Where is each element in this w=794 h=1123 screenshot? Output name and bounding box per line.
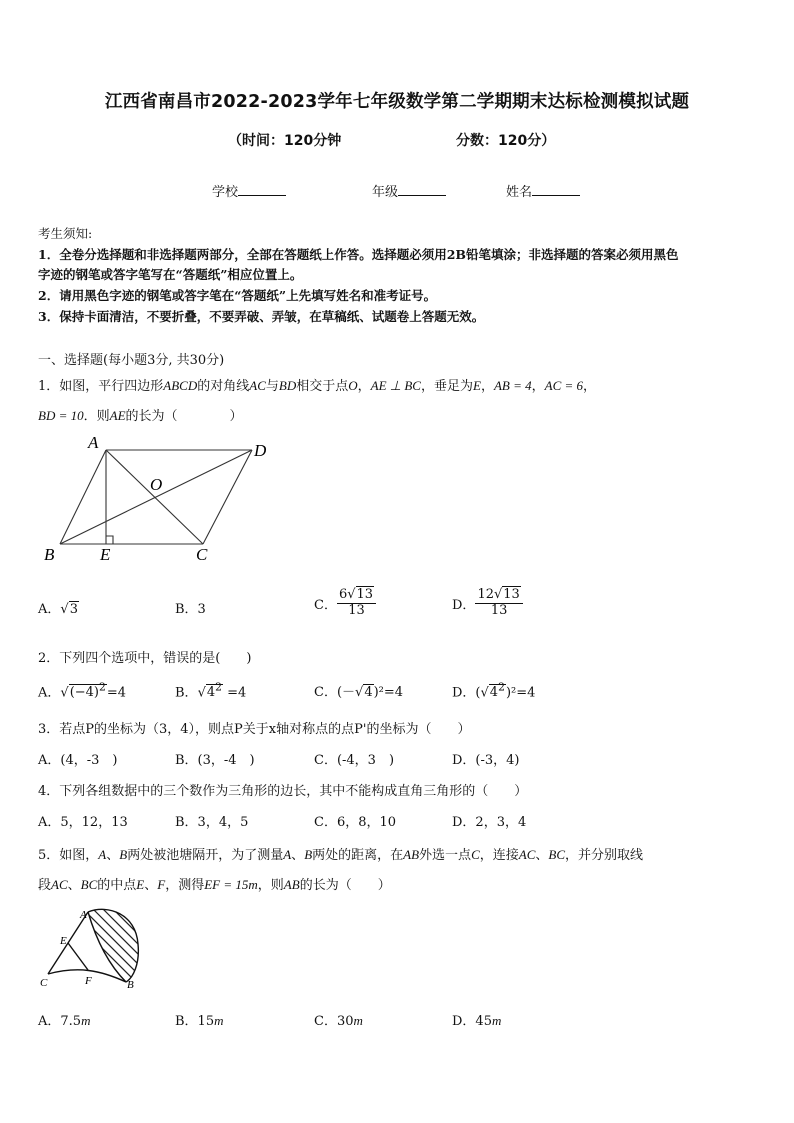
q1-ac6: AC = 6 [544, 378, 584, 393]
q5-b: B [119, 847, 128, 862]
q1-perp: AE ⊥ BC [370, 378, 421, 393]
q3-stem: 3．若点P的坐标为（3，4），则点P关于x轴对称点的点P'的坐标为（ ） [38, 722, 471, 737]
name-field[interactable] [506, 181, 580, 200]
label-e: E [60, 935, 67, 947]
q5-text: 外选一点 [419, 848, 472, 863]
q4-option-b[interactable]: B．3，4，5 [175, 815, 249, 830]
exam-score: 分数：120分） [456, 133, 556, 149]
q4-option-a[interactable]: A．5，12，13 [38, 815, 128, 830]
q2-option-c[interactable]: C．(－√4)²=4 [314, 685, 404, 700]
option-text: C．30 [314, 1014, 354, 1029]
name-label: 姓名 [506, 185, 533, 200]
school-blank[interactable] [238, 183, 286, 196]
q1-ae: AE [109, 408, 126, 423]
label-a: A [80, 909, 87, 921]
grade-field[interactable] [372, 181, 446, 200]
unit: m [491, 1013, 502, 1028]
q2-stem: 2．下列四个选项中，错误的是( ) [38, 651, 252, 666]
option-label: C．(－ [314, 685, 356, 700]
label-c: C [40, 977, 48, 989]
denominator: 13 [490, 602, 508, 618]
radicand: 13 [356, 587, 374, 602]
label-o: O [150, 475, 163, 494]
q5-a: A [98, 847, 107, 862]
q5-ac: AC [518, 847, 536, 862]
note-3: 3．保持卡面清洁，不要折叠，不要弄破、弄皱，在草稿纸、试题卷上答题无效。 [38, 309, 485, 324]
unit: m [353, 1013, 363, 1028]
radicand: 4 [206, 685, 216, 701]
q1-ac: AC [249, 378, 266, 393]
q1-option-d[interactable]: D． $\frac{12√13}{13}$ [452, 588, 523, 619]
diagonal-bd [60, 450, 252, 544]
denominator: 13 [348, 602, 365, 618]
radicand: 3 [69, 602, 78, 617]
q5-text: ，连接 [479, 848, 519, 863]
q5-f: F [157, 877, 166, 892]
label-d: D [254, 441, 267, 460]
q5-ef: EF = 15m [204, 877, 258, 892]
q5-line1 [38, 844, 643, 863]
q5-ab: AB [283, 877, 300, 892]
q2-option-a[interactable]: A．$√(-4)^2=4$ [38, 681, 127, 701]
q5-a: A [283, 847, 292, 862]
q2-option-b[interactable]: B．$√4^2 =4$ [175, 681, 247, 701]
side-cd [203, 450, 252, 544]
grade-label: 年级 [372, 185, 399, 200]
q5-text: 的中点 [97, 878, 137, 893]
grade-blank[interactable] [398, 183, 446, 196]
option-label: A． [38, 602, 61, 617]
option-label: C． [314, 597, 337, 613]
side-ab [60, 450, 106, 544]
q5-text: 、 [291, 848, 305, 863]
q5-option-b[interactable] [175, 1010, 224, 1029]
q5-text: ，则 [257, 878, 284, 893]
q2-option-d[interactable]: D．$(√4^2)^2=4$ [452, 681, 536, 701]
q1-text: ， [480, 379, 494, 394]
q1-text: 相交于点 [296, 379, 349, 394]
notes-heading: 考生须知: [38, 226, 93, 241]
q1-ab: AB = 4 [493, 378, 532, 393]
q1-abcd: ABCD [163, 378, 198, 393]
q5-bc: BC [80, 877, 98, 892]
q1-text: 的对角线 [197, 379, 250, 394]
radicand: (−4) [69, 685, 99, 701]
unit: m [81, 1013, 91, 1028]
note-1b: 字迹的钢笔或答字笔写在“答题纸”相应位置上。 [38, 267, 303, 282]
label-f: F [85, 975, 92, 987]
option-label: D． [452, 597, 476, 613]
q1-text: ， [531, 379, 545, 394]
q1-line2 [38, 405, 243, 424]
q1-figure [40, 432, 280, 568]
label-a: A [88, 433, 99, 452]
q1-option-a[interactable]: A．√3 [38, 602, 78, 617]
q1-text: ， [357, 379, 371, 394]
option-label: D．( [452, 685, 481, 701]
school-label: 学校 [212, 185, 239, 200]
q1-text: 的长为（ ） [125, 409, 243, 424]
q4-option-d[interactable]: D．2，3，4 [452, 815, 527, 830]
q5-e: E [136, 877, 145, 892]
q3-option-d[interactable]: D．(-3，4) [452, 753, 520, 768]
q5-text: 两处的距离，在 [312, 848, 404, 863]
label-e: E [100, 545, 111, 564]
q5-text: 、 [67, 878, 81, 893]
rhs: )²=4 [373, 685, 404, 700]
q1-o: O [348, 378, 358, 393]
page-title: 江西省南昌市2022-2023学年七年级数学第二学期期末达标检测模拟试题 [104, 92, 690, 112]
name-blank[interactable] [532, 183, 580, 196]
option-label: B． [175, 685, 198, 701]
exponent: 2 [498, 681, 505, 694]
q1-text: ， [583, 379, 597, 394]
q5-b: B [304, 847, 313, 862]
q5-line2 [38, 874, 391, 893]
exponent: 2 [215, 681, 223, 694]
q5-text: ，测得 [165, 878, 205, 893]
q1-bd10: BD = 10 [38, 408, 84, 423]
diagonal-ac [106, 450, 203, 544]
q1-option-c[interactable]: C． $\frac{6√13}{13}$ [314, 588, 376, 619]
option-text: D．45 [452, 1014, 492, 1029]
school-field[interactable] [212, 181, 286, 200]
coef: 6 [338, 587, 348, 602]
exponent: 2 [99, 681, 106, 694]
q5-text: ，并分别取线 [565, 848, 644, 863]
right-angle-mark [106, 536, 113, 544]
label-b: B [44, 545, 55, 564]
radicand: 4 [364, 685, 373, 700]
q5-text: 、 [535, 848, 549, 863]
q1-text: 与 [265, 379, 279, 394]
q5-option-d[interactable] [452, 1010, 501, 1029]
exam-time: （时间：120分钟 [228, 133, 342, 149]
rhs: =4 [106, 685, 127, 701]
rhs: =4 [223, 685, 247, 701]
q4-stem: 4．下列各组数据中的三个数作为三角形的边长，其中不能构成直角三角形的（ ） [38, 784, 528, 799]
q5-option-a[interactable] [38, 1010, 90, 1029]
option-text: A．7.5 [38, 1014, 82, 1029]
q5-text: 段 [38, 878, 52, 893]
q1-line1 [38, 375, 596, 394]
q5-bc: BC [548, 847, 566, 862]
coef: 12 [477, 587, 494, 602]
section-title: 一、选择题(每小题3分, 共30分) [38, 353, 225, 368]
q1-e: E [473, 378, 481, 393]
label-b: B [127, 979, 134, 991]
label-c: C [196, 545, 208, 564]
q5-text: 、 [106, 848, 120, 863]
q1-option-b[interactable]: B．3 [175, 602, 206, 617]
q5-text: 5．如图， [38, 848, 99, 863]
q1-text: ．则 [83, 409, 110, 424]
q1-text: 1．如图，平行四边形 [38, 379, 164, 394]
note-1a: 1．全卷分选择题和非选择题两部分，全部在答题纸上作答。选择题必须用2B铅笔填涂；非选择题的答案必须用黑色 [38, 247, 679, 262]
q4-option-c[interactable]: C．6，8，10 [314, 815, 397, 830]
q5-text: 、 [144, 878, 158, 893]
q5-figure [38, 904, 148, 992]
option-text: B．15 [175, 1014, 215, 1029]
q5-text: 两处被池塘隔开，为了测量 [127, 848, 284, 863]
q5-ab: AB [403, 847, 420, 862]
q5-ac: AC [51, 877, 68, 892]
q3-option-c[interactable]: C．(-4，3 ) [314, 753, 395, 768]
segment-ef [68, 943, 88, 970]
q5-text: 的长为（ ） [299, 878, 391, 893]
q1-bd: BD [278, 378, 297, 393]
q5-c: C [471, 847, 480, 862]
q1-text: ，垂足为 [420, 379, 473, 394]
note-2: 2．请用黑色字迹的钢笔或答字笔在“答题纸”上先填写姓名和准考证号。 [38, 288, 437, 303]
q3-option-b[interactable]: B．(3，-4 ) [175, 753, 255, 768]
q3-option-a[interactable]: A．(4，-3 ) [38, 753, 118, 768]
unit: m [214, 1013, 224, 1028]
rhs: )²=4 [505, 685, 536, 701]
radicand: 13 [503, 587, 520, 602]
option-label: A． [38, 685, 61, 701]
q5-option-c[interactable] [314, 1010, 363, 1029]
radicand: 4 [489, 685, 499, 701]
